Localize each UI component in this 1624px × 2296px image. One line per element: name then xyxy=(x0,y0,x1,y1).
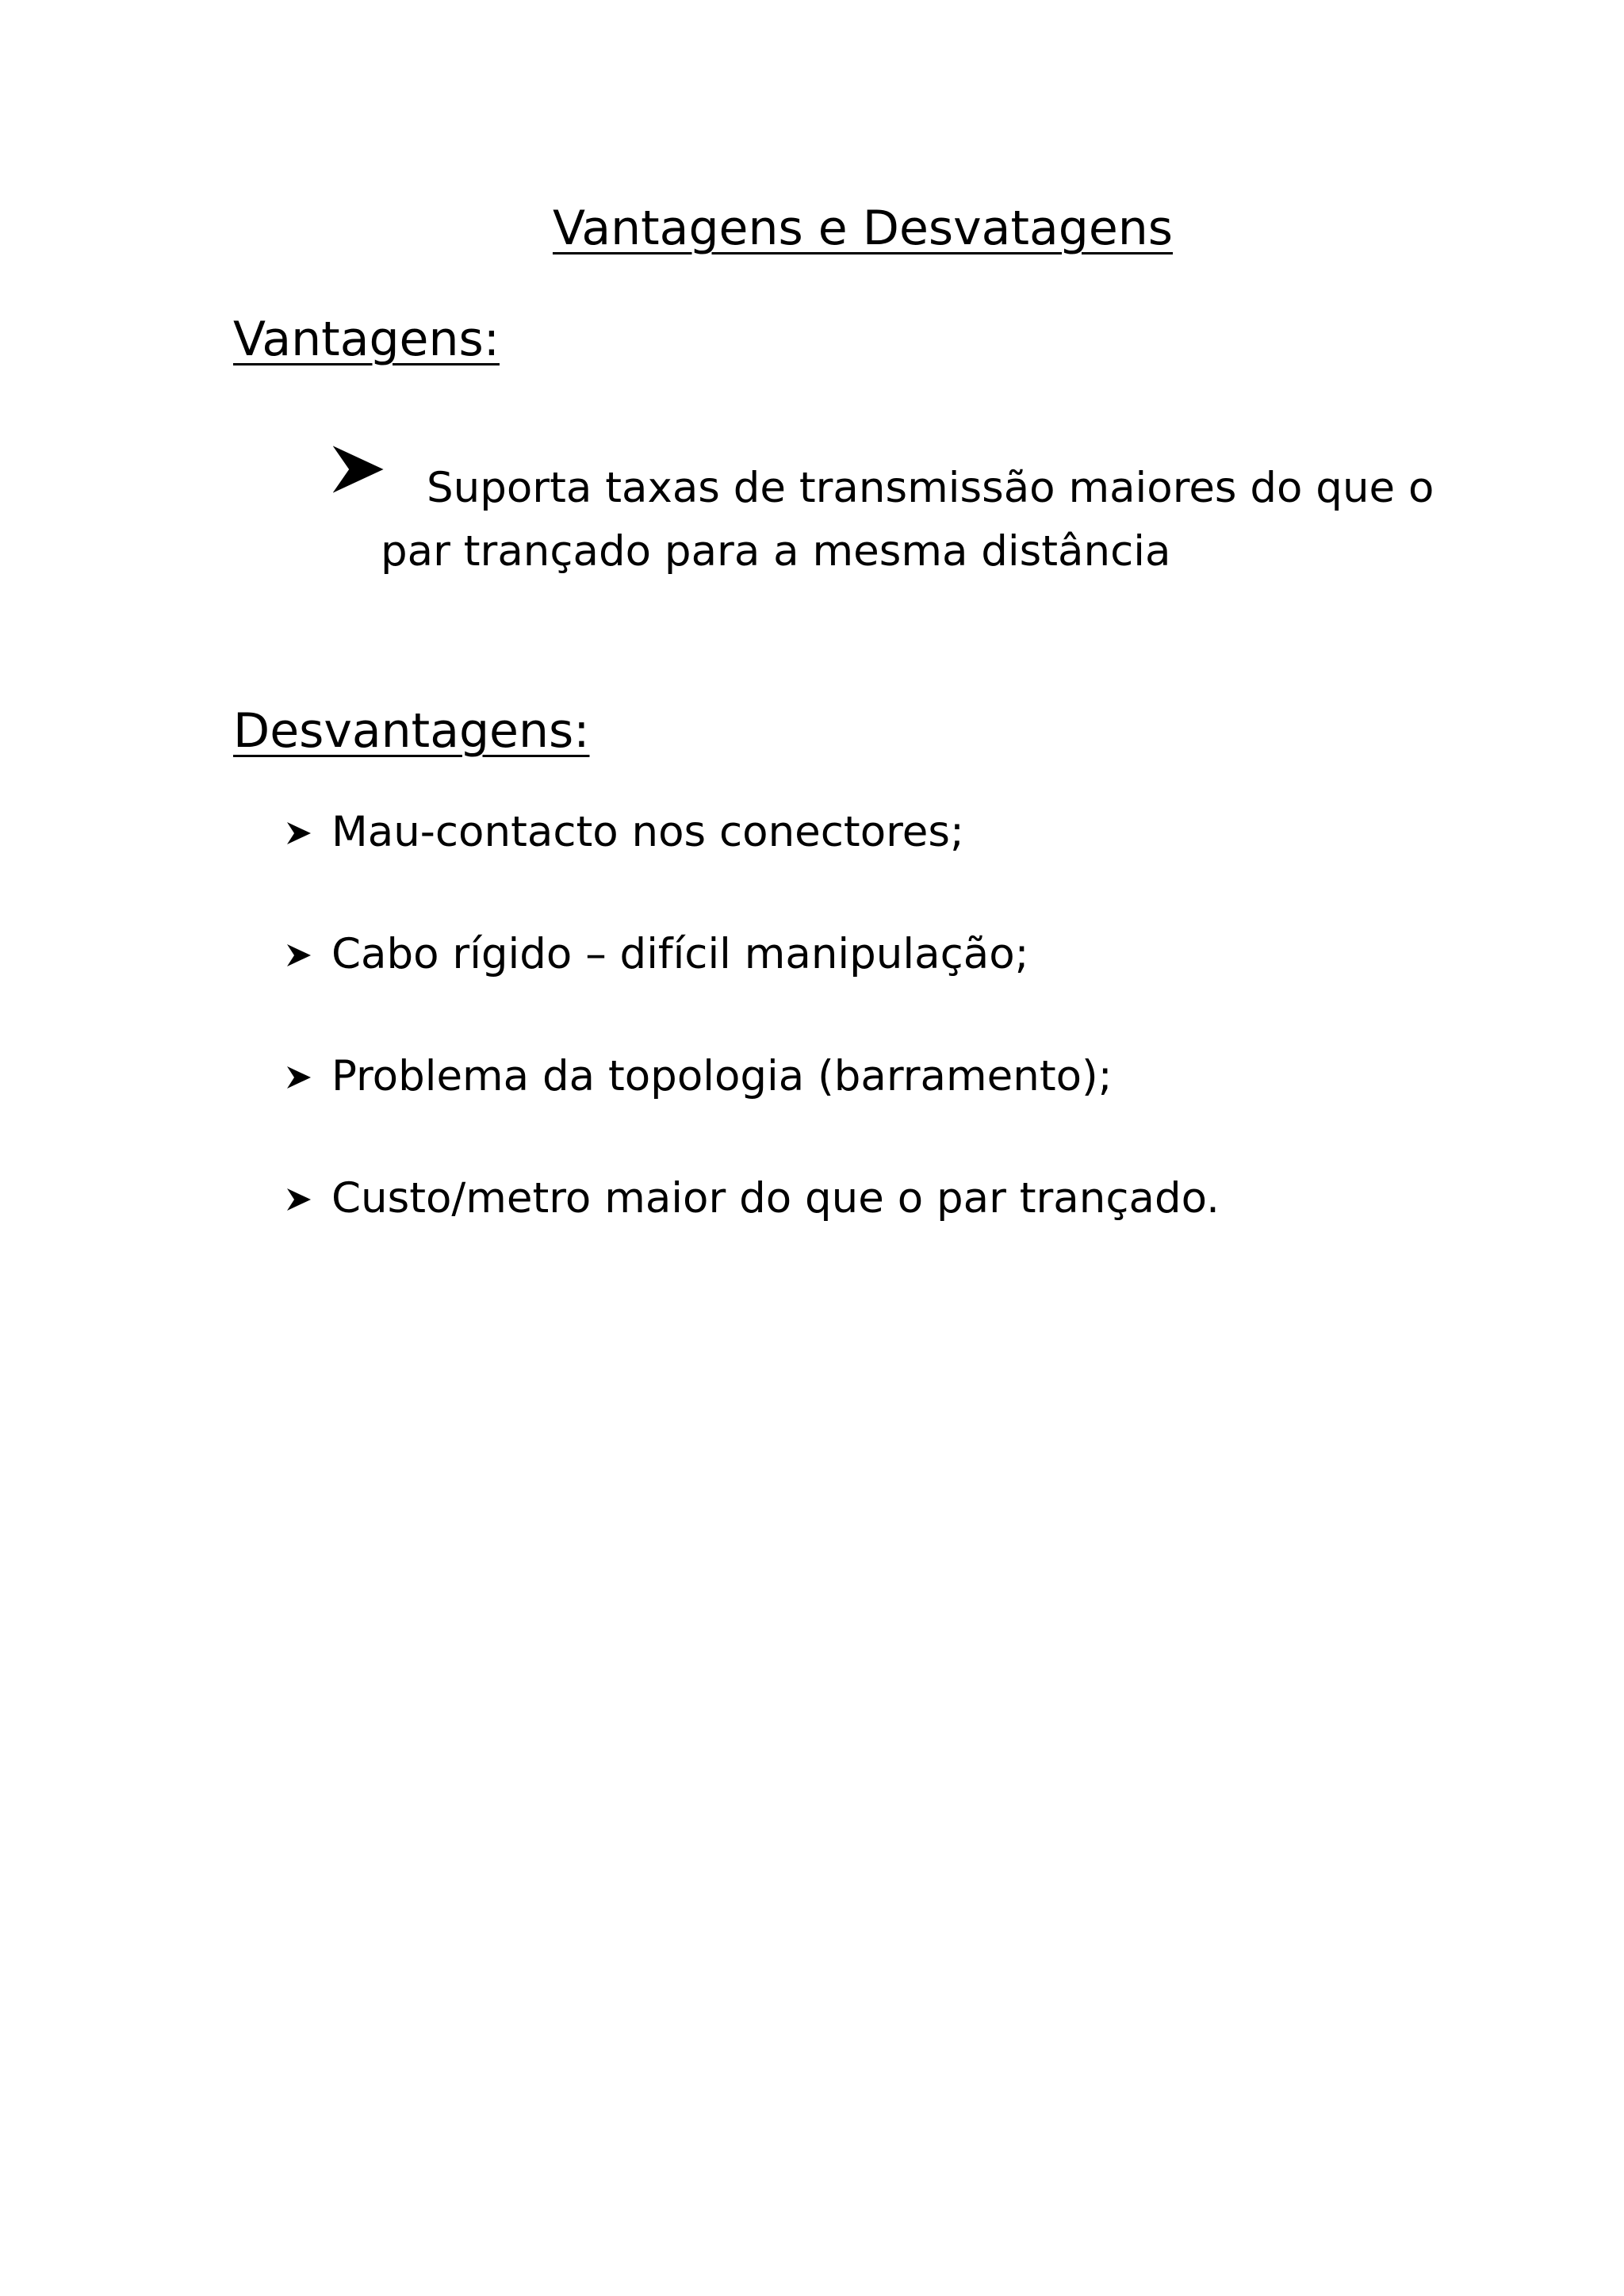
desvantagens-heading: Desvantagens: xyxy=(233,703,590,759)
disadvantage-text: Cabo rígido – difícil manipulação; xyxy=(331,930,1029,978)
arrow-bullet-icon xyxy=(285,1186,312,1213)
disadvantage-text: Problema da topologia (barramento); xyxy=(331,1052,1113,1100)
arrow-bullet-icon xyxy=(285,942,312,969)
arrow-bullet-icon xyxy=(285,820,312,847)
disadvantage-text: Mau-contacto nos conectores; xyxy=(331,808,964,856)
vantagens-heading: Vantagens: xyxy=(233,312,500,367)
arrow-bullet-icon xyxy=(285,1064,312,1091)
advantage-text-line1: Suporta taxas de transmissão maiores do que o xyxy=(427,464,1434,512)
arrow-bullet-icon xyxy=(333,444,384,495)
page-title: Vantagens e Desvatagens xyxy=(552,201,1174,256)
advantage-text-line2: par trançado para a mesma distância xyxy=(381,527,1171,576)
disadvantage-text: Custo/metro maior do que o par trançado. xyxy=(331,1174,1220,1223)
